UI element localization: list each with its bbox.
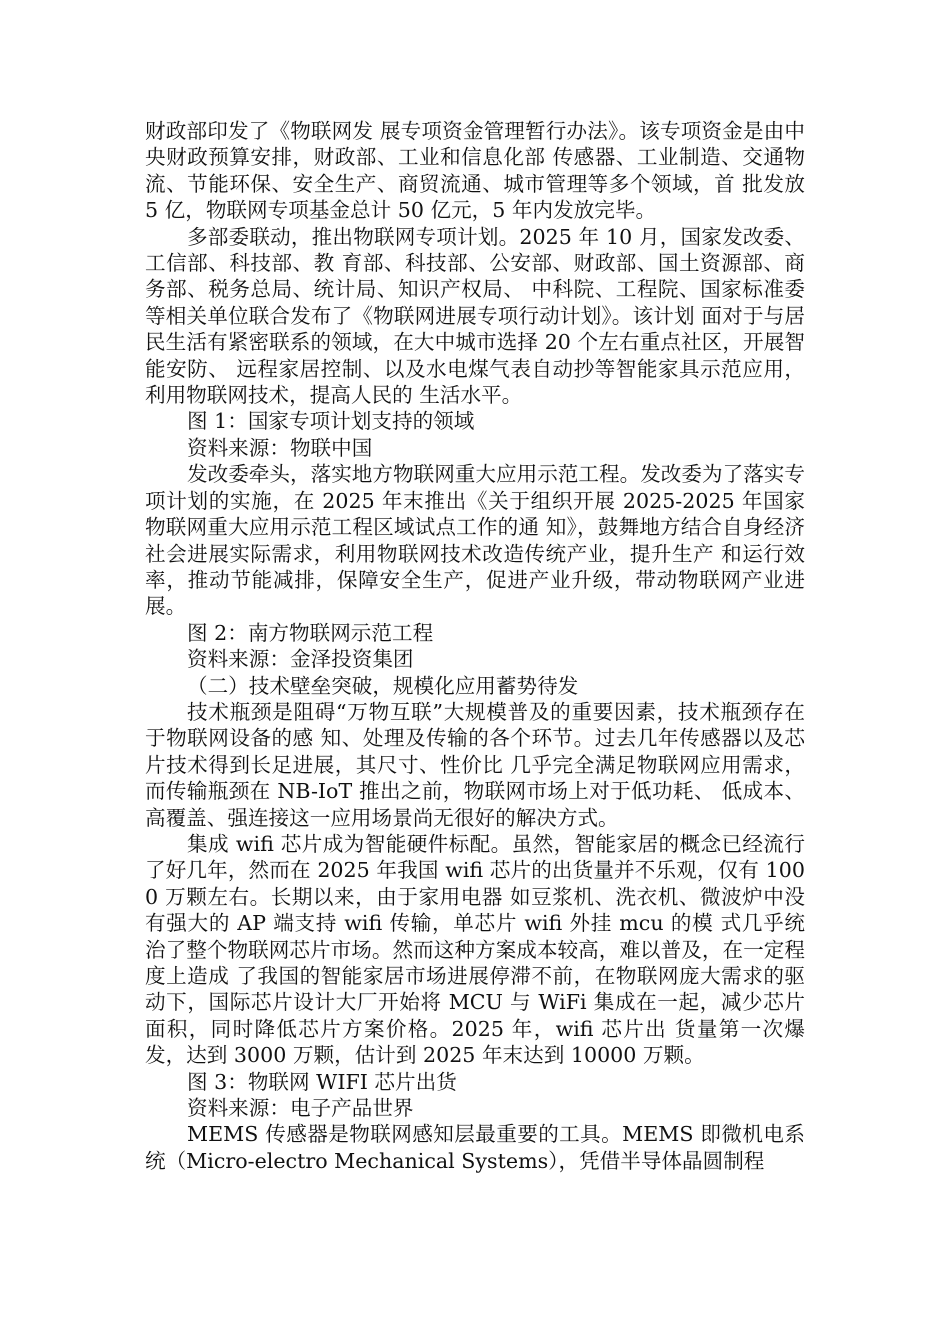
figure-caption: 图 3：物联网 WIFI 芯片出货 bbox=[187, 1069, 457, 1094]
section-heading: （二）技术壁垒突破，规模化应用蓄势待发 bbox=[187, 673, 579, 698]
figure-caption: 图 2：南方物联网示范工程 bbox=[187, 620, 434, 645]
body-paragraph: 多部委联动，推出物联网专项计划。2025 年 10 月，国家发改委、工信部、科技部、教 育部、科技部、公安部、财政部、国土资源部、商务部、税务总局、统计局、知识产权局、 中科院、工程院、国家标准委等相关单位联合发布了《物联网进展专项行动计划》。该计划 面对于与居民生活有紧密联系的领域，在大中城市选择 20 个左右重点社区，开展智能安防、 远程家居控制、以及水电煤气表自动抄等智能家具示范应用，利用物联网技术，提高人民的 生活水平。 bbox=[145, 224, 805, 408]
body-paragraph: 集成 wifi 芯片成为智能硬件标配。虽然，智能家居的概念已经流行了好几年，然而在 2025 年我国 wifi 芯片的出货量并不乐观，仅有 1000 万颗左右。长期以来，由于家用电器 如豆浆机、洗衣机、微波炉中没有强大的 AP 端支持 wifi 传输，单芯片 wifi 外挂 mcu 的模 式几乎统治了整个物联网芯片市场。然而这种方案成本较高，难以普及，在一定程度上造成 了我国的智能家居市场进展停滞不前，在物联网庞大需求的驱动下，国际芯片设计大厂开始将 MCU 与 WiFi 集成在一起，减少芯片面积，同时降低芯片方案价格。2025 年，wifi 芯片出 货量第一次爆发，达到 3000 万颗，估计到 2025 年末达到 10000 万颗。 bbox=[145, 831, 805, 1068]
figure-caption: 图 1：国家专项计划支持的领域 bbox=[187, 409, 475, 434]
figure-source: 资料来源：电子产品世界 bbox=[187, 1096, 414, 1121]
body-paragraph: 技术瓶颈是阻碍“万物互联”大规模普及的重要因素，技术瓶颈存在于物联网设备的感 知、处理及传输的各个环节。过去几年传感器以及芯片技术得到长足进展，其尺寸、性价比 几乎完全满足物联网应用需求，而传输瓶颈在 NB-IoT 推出之前，物联网市场上对于低功耗、 低成本、高覆盖、强连接这一应用场景尚无很好的解决方式。 bbox=[145, 699, 805, 830]
body-paragraph: MEMS 传感器是物联网感知层最重要的工具。MEMS 即微机电系统（Micro-electro Mechanical Systems），凭借半导体晶圆制程 bbox=[145, 1122, 805, 1173]
figure-source: 资料来源：物联中国 bbox=[187, 435, 373, 460]
figure-source: 资料来源：金泽投资集团 bbox=[187, 647, 414, 672]
body-paragraph: 财政部印发了《物联网发 展专项资金管理暂行办法》。该专项资金是由中央财政预算安排，财政部、工业和信息化部 传感器、工业制造、交通物流、节能环保、安全生产、商贸流通、城市管理等多个领域，首 批发放 5 亿，物联网专项基金总计 50 亿元，5 年内发放完毕。 bbox=[145, 119, 805, 223]
body-paragraph: 发改委牵头，落实地方物联网重大应用示范工程。发改委为了落实专项计划的实施，在 2025 年末推出《关于组织开展 2025-2025 年国家物联网重大应用示范工程区域试点工作的通 知》，鼓舞地方结合自身经济社会进展实际需求，利用物联网技术改造传统产业，提升生产 和运行效率，推动节能减排，保障安全生产，促进产业升级，带动物联网产业进展。 bbox=[145, 462, 805, 619]
document-page bbox=[145, 118, 805, 1174]
